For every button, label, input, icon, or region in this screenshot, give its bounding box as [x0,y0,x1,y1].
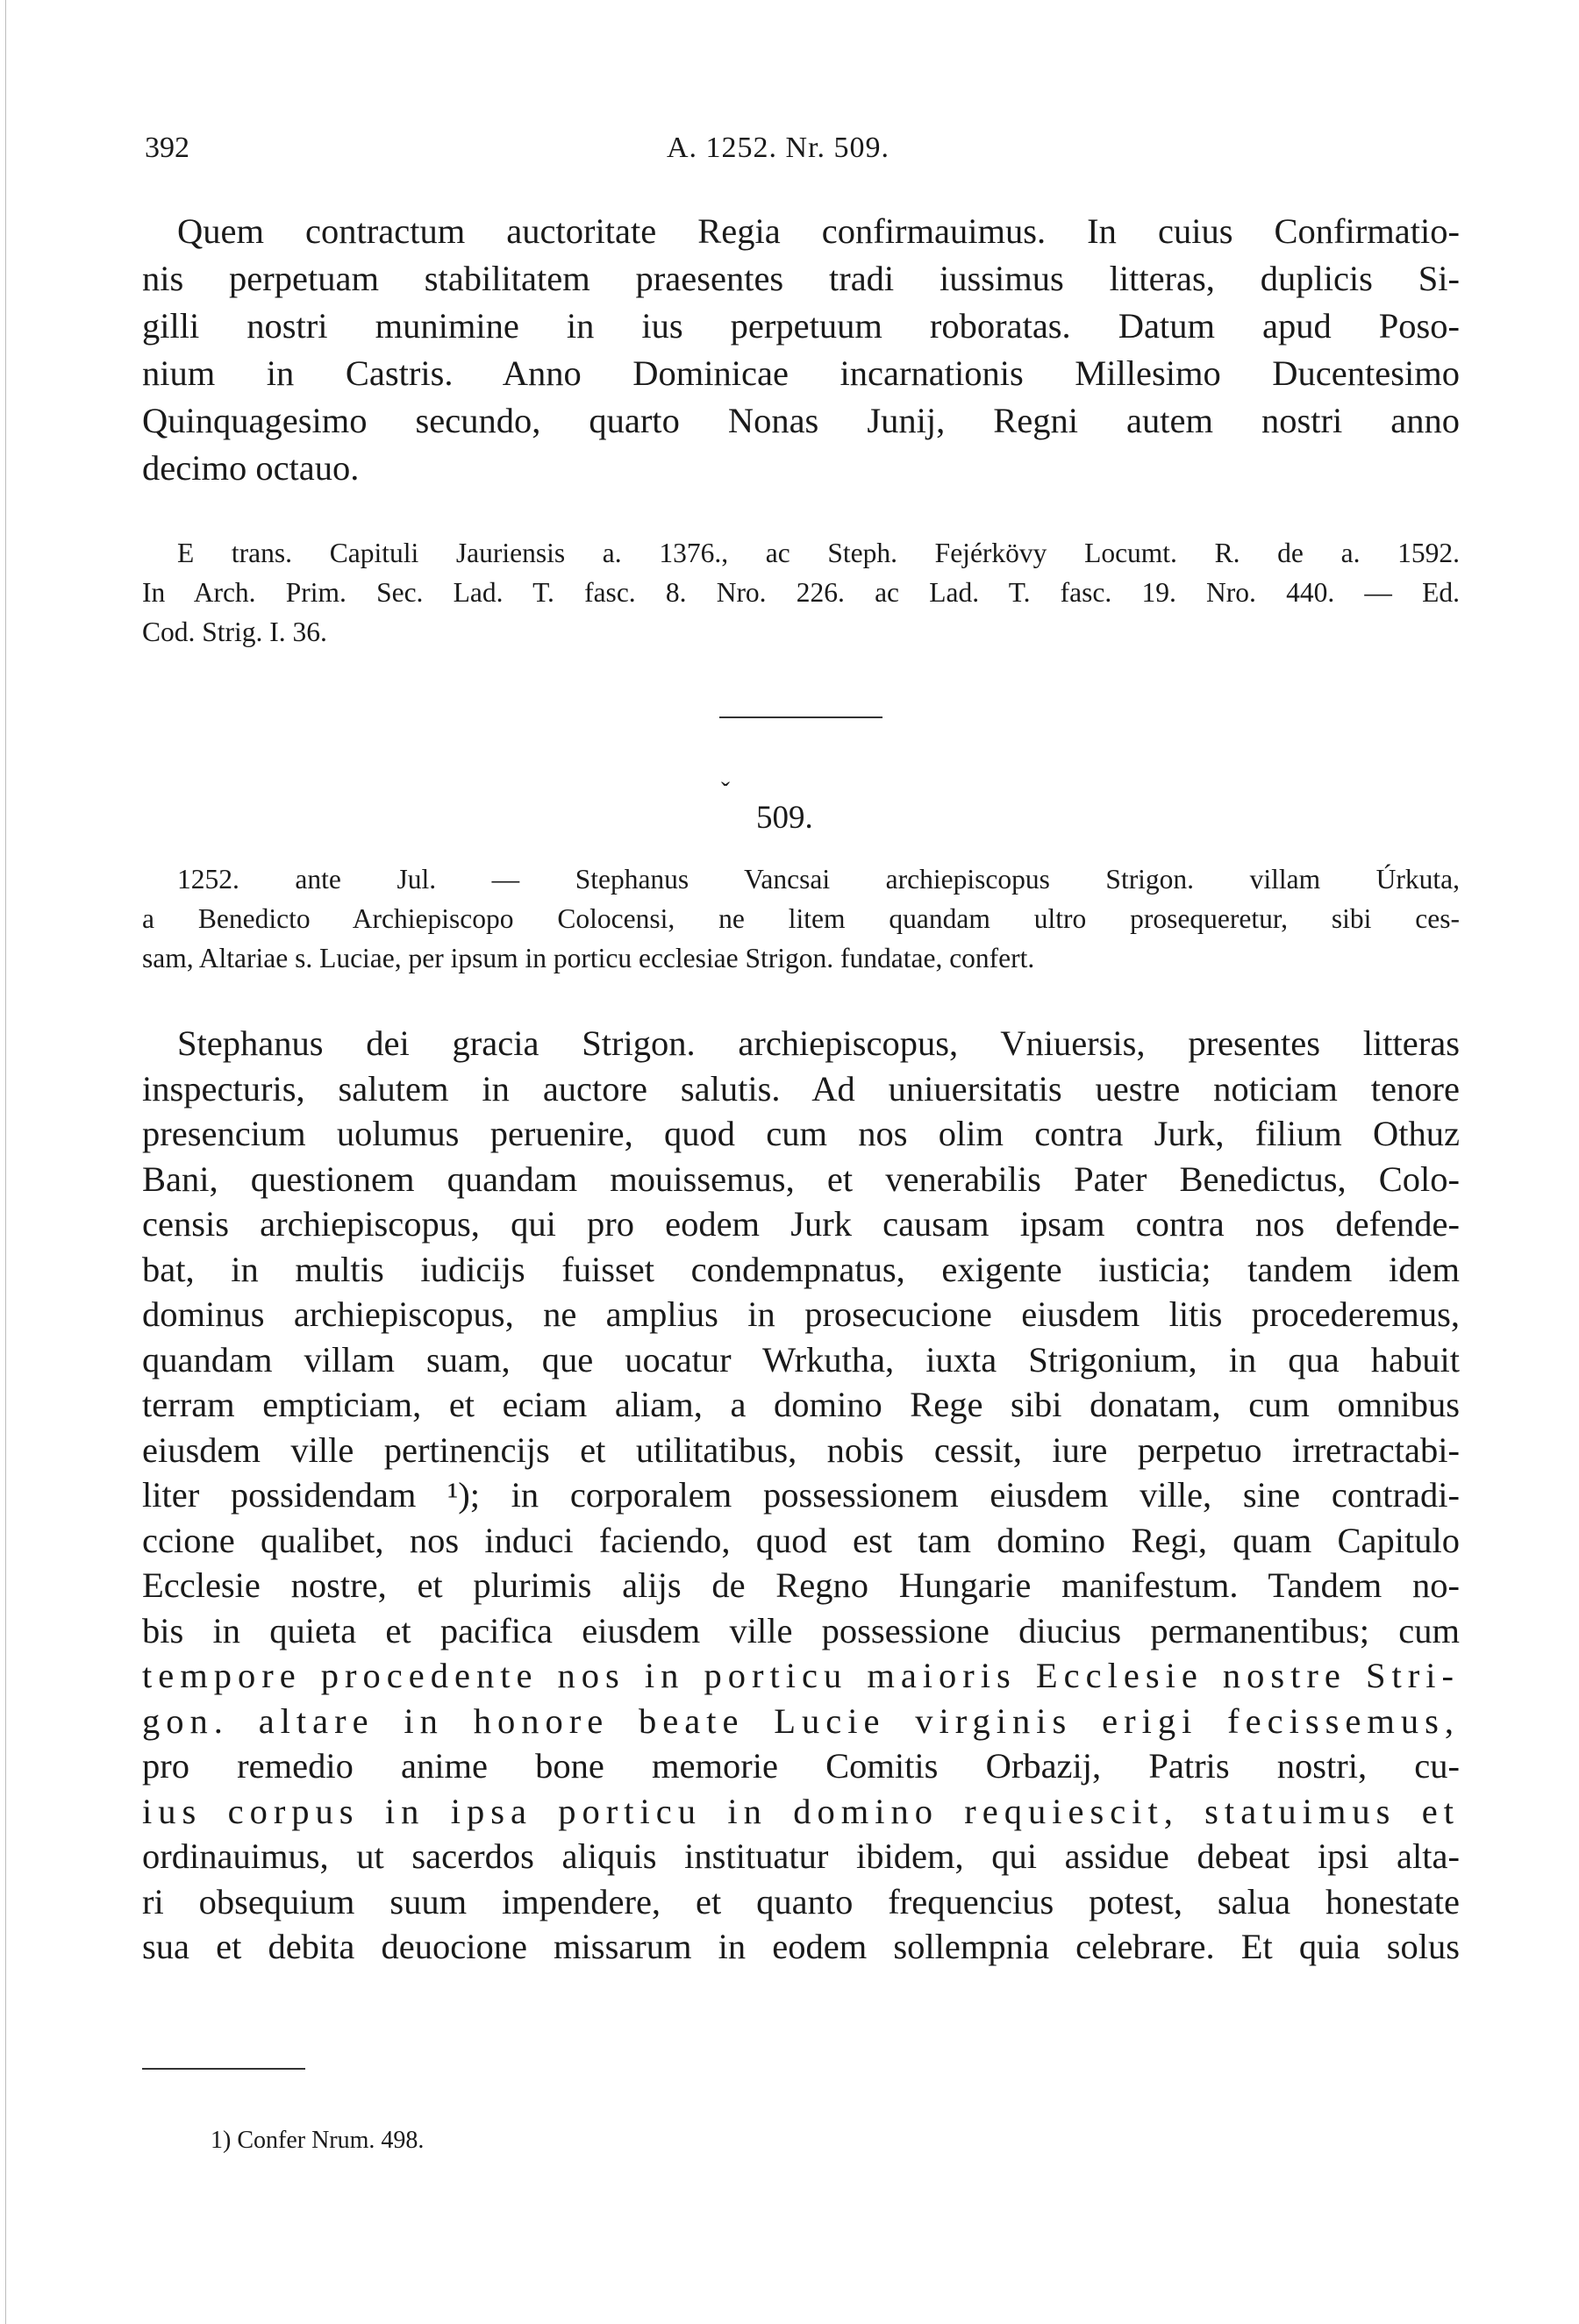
page-header [145,132,1461,175]
text-line: terram empticiam, et eciam aliam, a domino Rege sibi donatam, cum omnibus [142,1385,1460,1424]
confirmation-text [142,208,1460,492]
document-number-mark: ˇ [721,777,730,806]
running-head: A. 1252. Nr. 509. [667,132,890,164]
note-line: Cod. Strig. I. 36. [142,617,327,647]
scan-edge-line [5,0,6,2324]
text-line: bis in quieta et pacifica eiusdem ville possessione diucius permanentibus; cum [142,1610,1460,1650]
text-line: Quem contractum auctoritate Regia confirmauimus. In cuius Confirmatio- [177,211,1460,251]
text-line: decimo octauo. [142,448,360,488]
text-line: ccione qualibet, nos induci faciendo, quod est tam domino Regi, quam Capitulo [142,1520,1460,1560]
text-line: censis archiepiscopus, qui pro eodem Jurk causam ipsam contra nos defende- [142,1204,1460,1244]
regest-line: 1252. ante Jul. — Stephanus Vancsai archiepiscopus Strigon. villam Úrkuta, [177,864,1460,895]
text-line: Bani, questionem quandam mouissemus, et venerabilis Pater Benedictus, Colo- [142,1158,1460,1199]
charter-text [142,1021,1460,1970]
text-line: liter possidendam ¹); in corporalem possessionem eiusdem ville, sine contradi- [142,1475,1460,1515]
page-number: 392 [145,132,189,164]
text-line: quandam villam suam, que uocatur Wrkutha, iuxta Strigonium, in qua habuit [142,1339,1460,1379]
footnote-separator [142,2068,305,2070]
note-line: E trans. Capituli Jauriensis a. 1376., ac Steph. Fejérkövy Locumt. R. de a. 1592. [177,538,1460,568]
text-line: Ecclesie nostre, et plurimis alijs de Regno Hungarie manifestum. Tandem no- [142,1565,1460,1605]
text-line: inspecturis, salutem in auctore salutis. Ad uniuersitatis uestre noticiam tenore [142,1068,1460,1109]
text-line: Quinquagesimo secundo, quarto Nonas Junij, Regni autem nostri anno [142,401,1460,440]
text-line: ordinauimus, ut sacerdos aliquis instituatur ibidem, qui assidue debeat ipsi alta- [142,1836,1460,1876]
text-line: nis perpetuam stabilitatem praesentes tradi iussimus litteras, duplicis Si- [142,259,1460,298]
regest-line: a Benedicto Archiepiscopo Colocensi, ne litem quandam ultro prosequeretur, sibi ces- [142,903,1460,934]
regest-line: sam, Altariae s. Luciae, per ipsum in porticu ecclesiae Strigon. fundatae, confert. [142,943,1035,973]
text-line: eiusdem ville pertinencijs et utilitatibus, nobis cessit, iure perpetuo irretractabi- [142,1429,1460,1470]
footnote: 1) Confer Nrum. 498. [211,2127,425,2154]
text-line: Stephanus dei gracia Strigon. archiepiscopus, Vniuersis, presentes litteras [177,1023,1460,1063]
text-line: sua et debita deuocione missarum in eodem sollempnia celebrare. Et quia solus [142,1927,1460,1966]
text-line: pro remedio anime bone memorie Comitis Orbazij, Patris nostri, cu- [142,1746,1460,1786]
document-number: 509. [756,800,813,836]
text-line: tempore procedente nos in porticu maioris Ecclesie nostre Stri- [142,1656,1460,1695]
text-line: ri obsequium suum impendere, et quanto frequencius potest, salua honestate [142,1881,1460,1921]
text-line: presencium uolumus peruenire, quod cum nos olim contra Jurk, filium Othuz [142,1114,1460,1153]
text-line: bat, in multis iudicijs fuisset condempnatus, exigente iusticia; tandem idem [142,1249,1460,1289]
text-line: gon. altare in honore beate Lucie virginis erigi fecissemus, [142,1700,1460,1741]
text-line: dominus archiepiscopus, ne amplius in prosecucione eiusdem litis procederemus, [142,1294,1460,1334]
regest [142,859,1460,978]
section-separator [719,716,882,718]
text-line: ius corpus in ipsa porticu in domino requiescit, statuimus et [142,1791,1460,1831]
text-line: nium in Castris. Anno Dominicae incarnationis Millesimo Ducentesimo [142,353,1460,393]
text-line: gilli nostri munimine in ius perpetuum roboratas. Datum apud Poso- [142,306,1460,346]
note-line: In Arch. Prim. Sec. Lad. T. fasc. 8. Nro. 226. ac Lad. T. fasc. 19. Nro. 440. — Ed. [142,577,1460,608]
source-note [142,533,1460,652]
